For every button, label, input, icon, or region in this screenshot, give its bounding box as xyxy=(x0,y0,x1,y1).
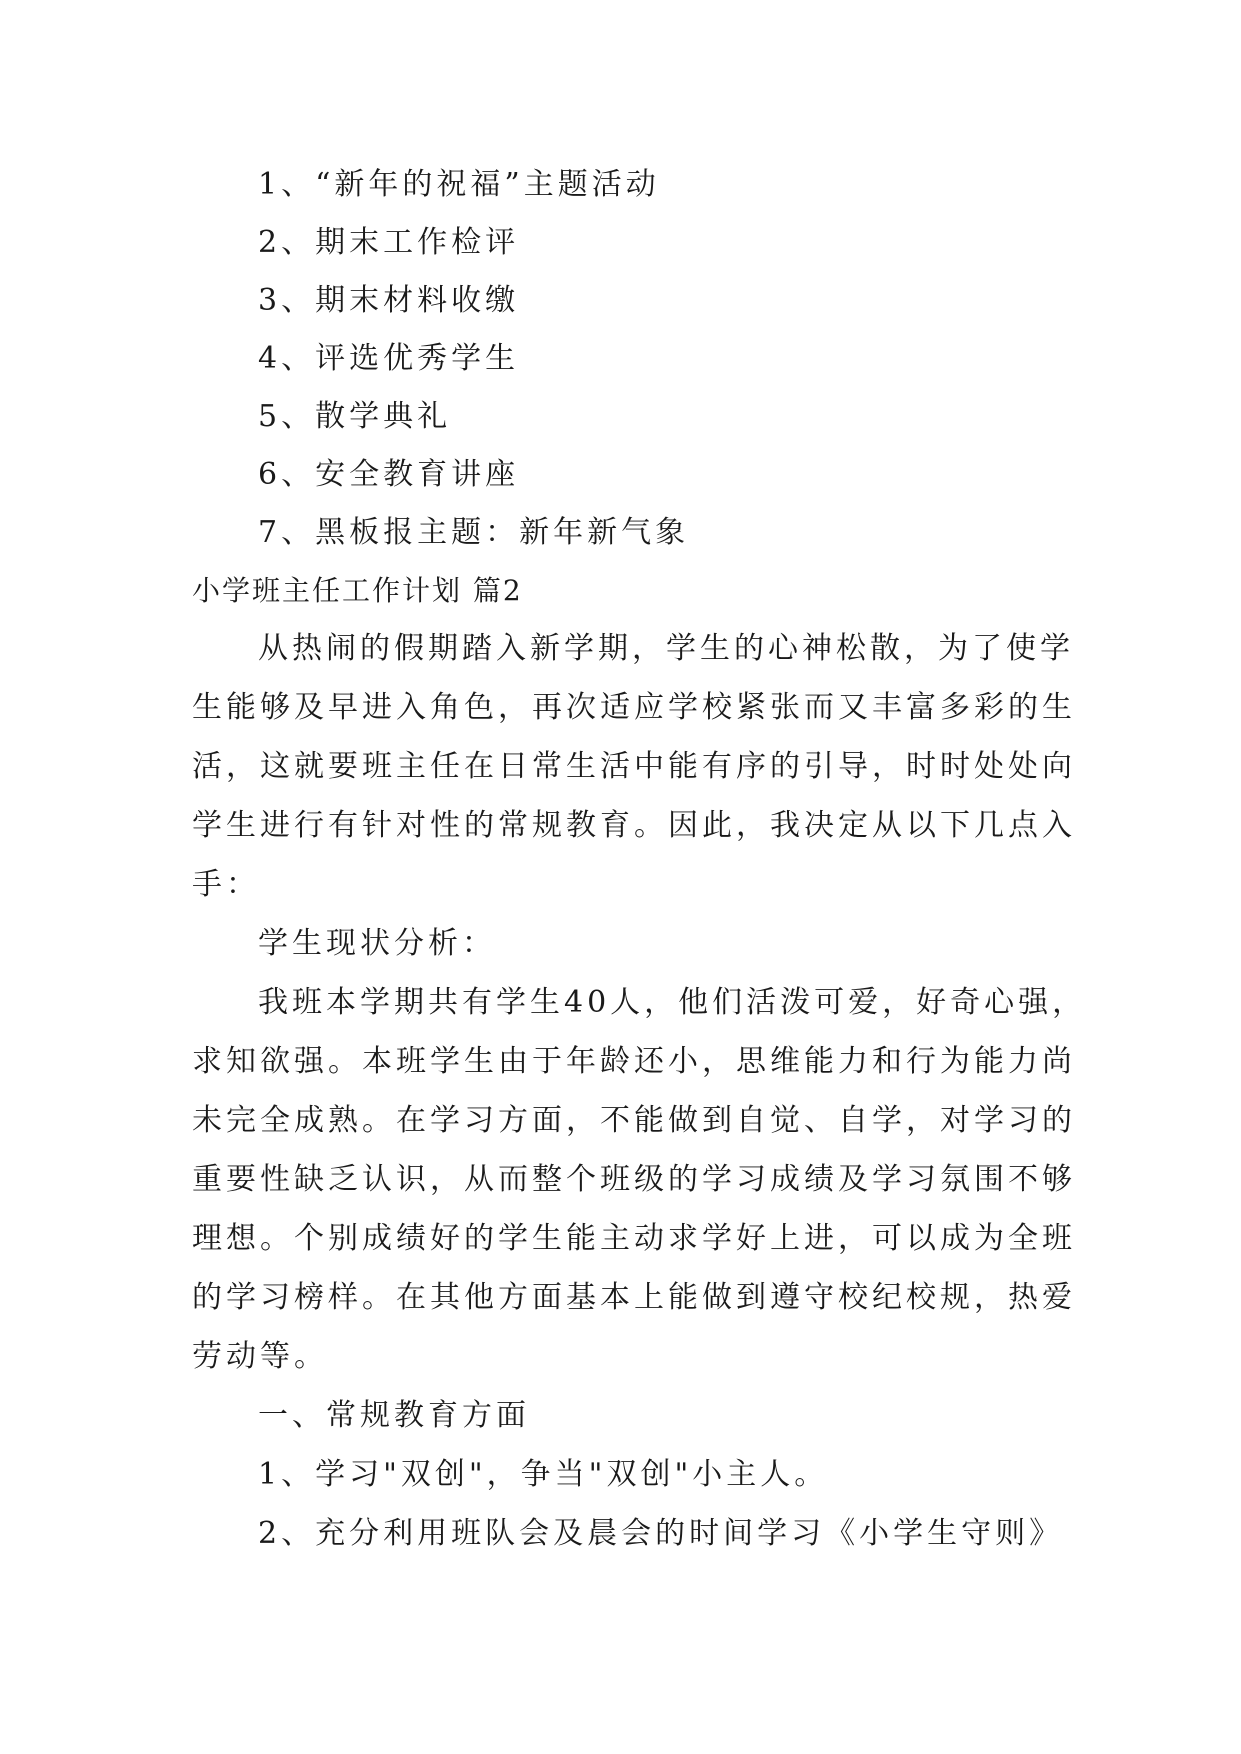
list-item: 7、黑板报主题：新年新气象 xyxy=(258,515,690,550)
list-item: 3、期末材料收缴 xyxy=(258,283,520,318)
list-item: 5、散学典礼 xyxy=(258,399,452,434)
paragraph-line: 理想。个别成绩好的学生能主动求学好上进，可以成为全班 xyxy=(192,1221,1076,1256)
list-item: 6、安全教育讲座 xyxy=(258,457,520,492)
paragraph-line: 学生进行有针对性的常规教育。因此，我决定从以下几点入 xyxy=(192,808,1076,843)
section-title: 小学班主任工作计划 篇2 xyxy=(192,574,523,607)
paragraph-line: 重要性缺乏认识，从而整个班级的学习成绩及学习氛围不够 xyxy=(192,1162,1076,1197)
list-item: 1、“新年的祝福”主题活动 xyxy=(258,167,660,202)
paragraph-line: 从热闹的假期踏入新学期，学生的心神松散，为了使学 xyxy=(258,631,1074,666)
paragraph-line: 手： xyxy=(192,867,260,902)
paragraph-line: 劳动等。 xyxy=(192,1339,328,1374)
paragraph-line: 生能够及早进入角色，再次适应学校紧张而又丰富多彩的生 xyxy=(192,690,1076,725)
list-item: 1、学习"双创"，争当"双创"小主人。 xyxy=(258,1457,829,1492)
subheading: 学生现状分析： xyxy=(258,926,496,961)
list-item: 4、评选优秀学生 xyxy=(258,341,520,376)
paragraph-line: 未完全成熟。在学习方面，不能做到自觉、自学，对学习的 xyxy=(192,1103,1076,1138)
paragraph-line: 我班本学期共有学生40人，他们活泼可爱，好奇心强， xyxy=(258,985,1087,1020)
list-item: 2、期末工作检评 xyxy=(258,225,520,260)
list-item: 2、充分利用班队会及晨会的时间学习《小学生守则》 xyxy=(258,1516,1064,1551)
paragraph-line: 求知欲强。本班学生由于年龄还小，思维能力和行为能力尚 xyxy=(192,1044,1076,1079)
paragraph-line: 活，这就要班主任在日常生活中能有序的引导，时时处处向 xyxy=(192,749,1076,784)
paragraph-line: 的学习榜样。在其他方面基本上能做到遵守校纪校规，热爱 xyxy=(192,1280,1076,1315)
subheading: 一、常规教育方面 xyxy=(258,1398,530,1433)
